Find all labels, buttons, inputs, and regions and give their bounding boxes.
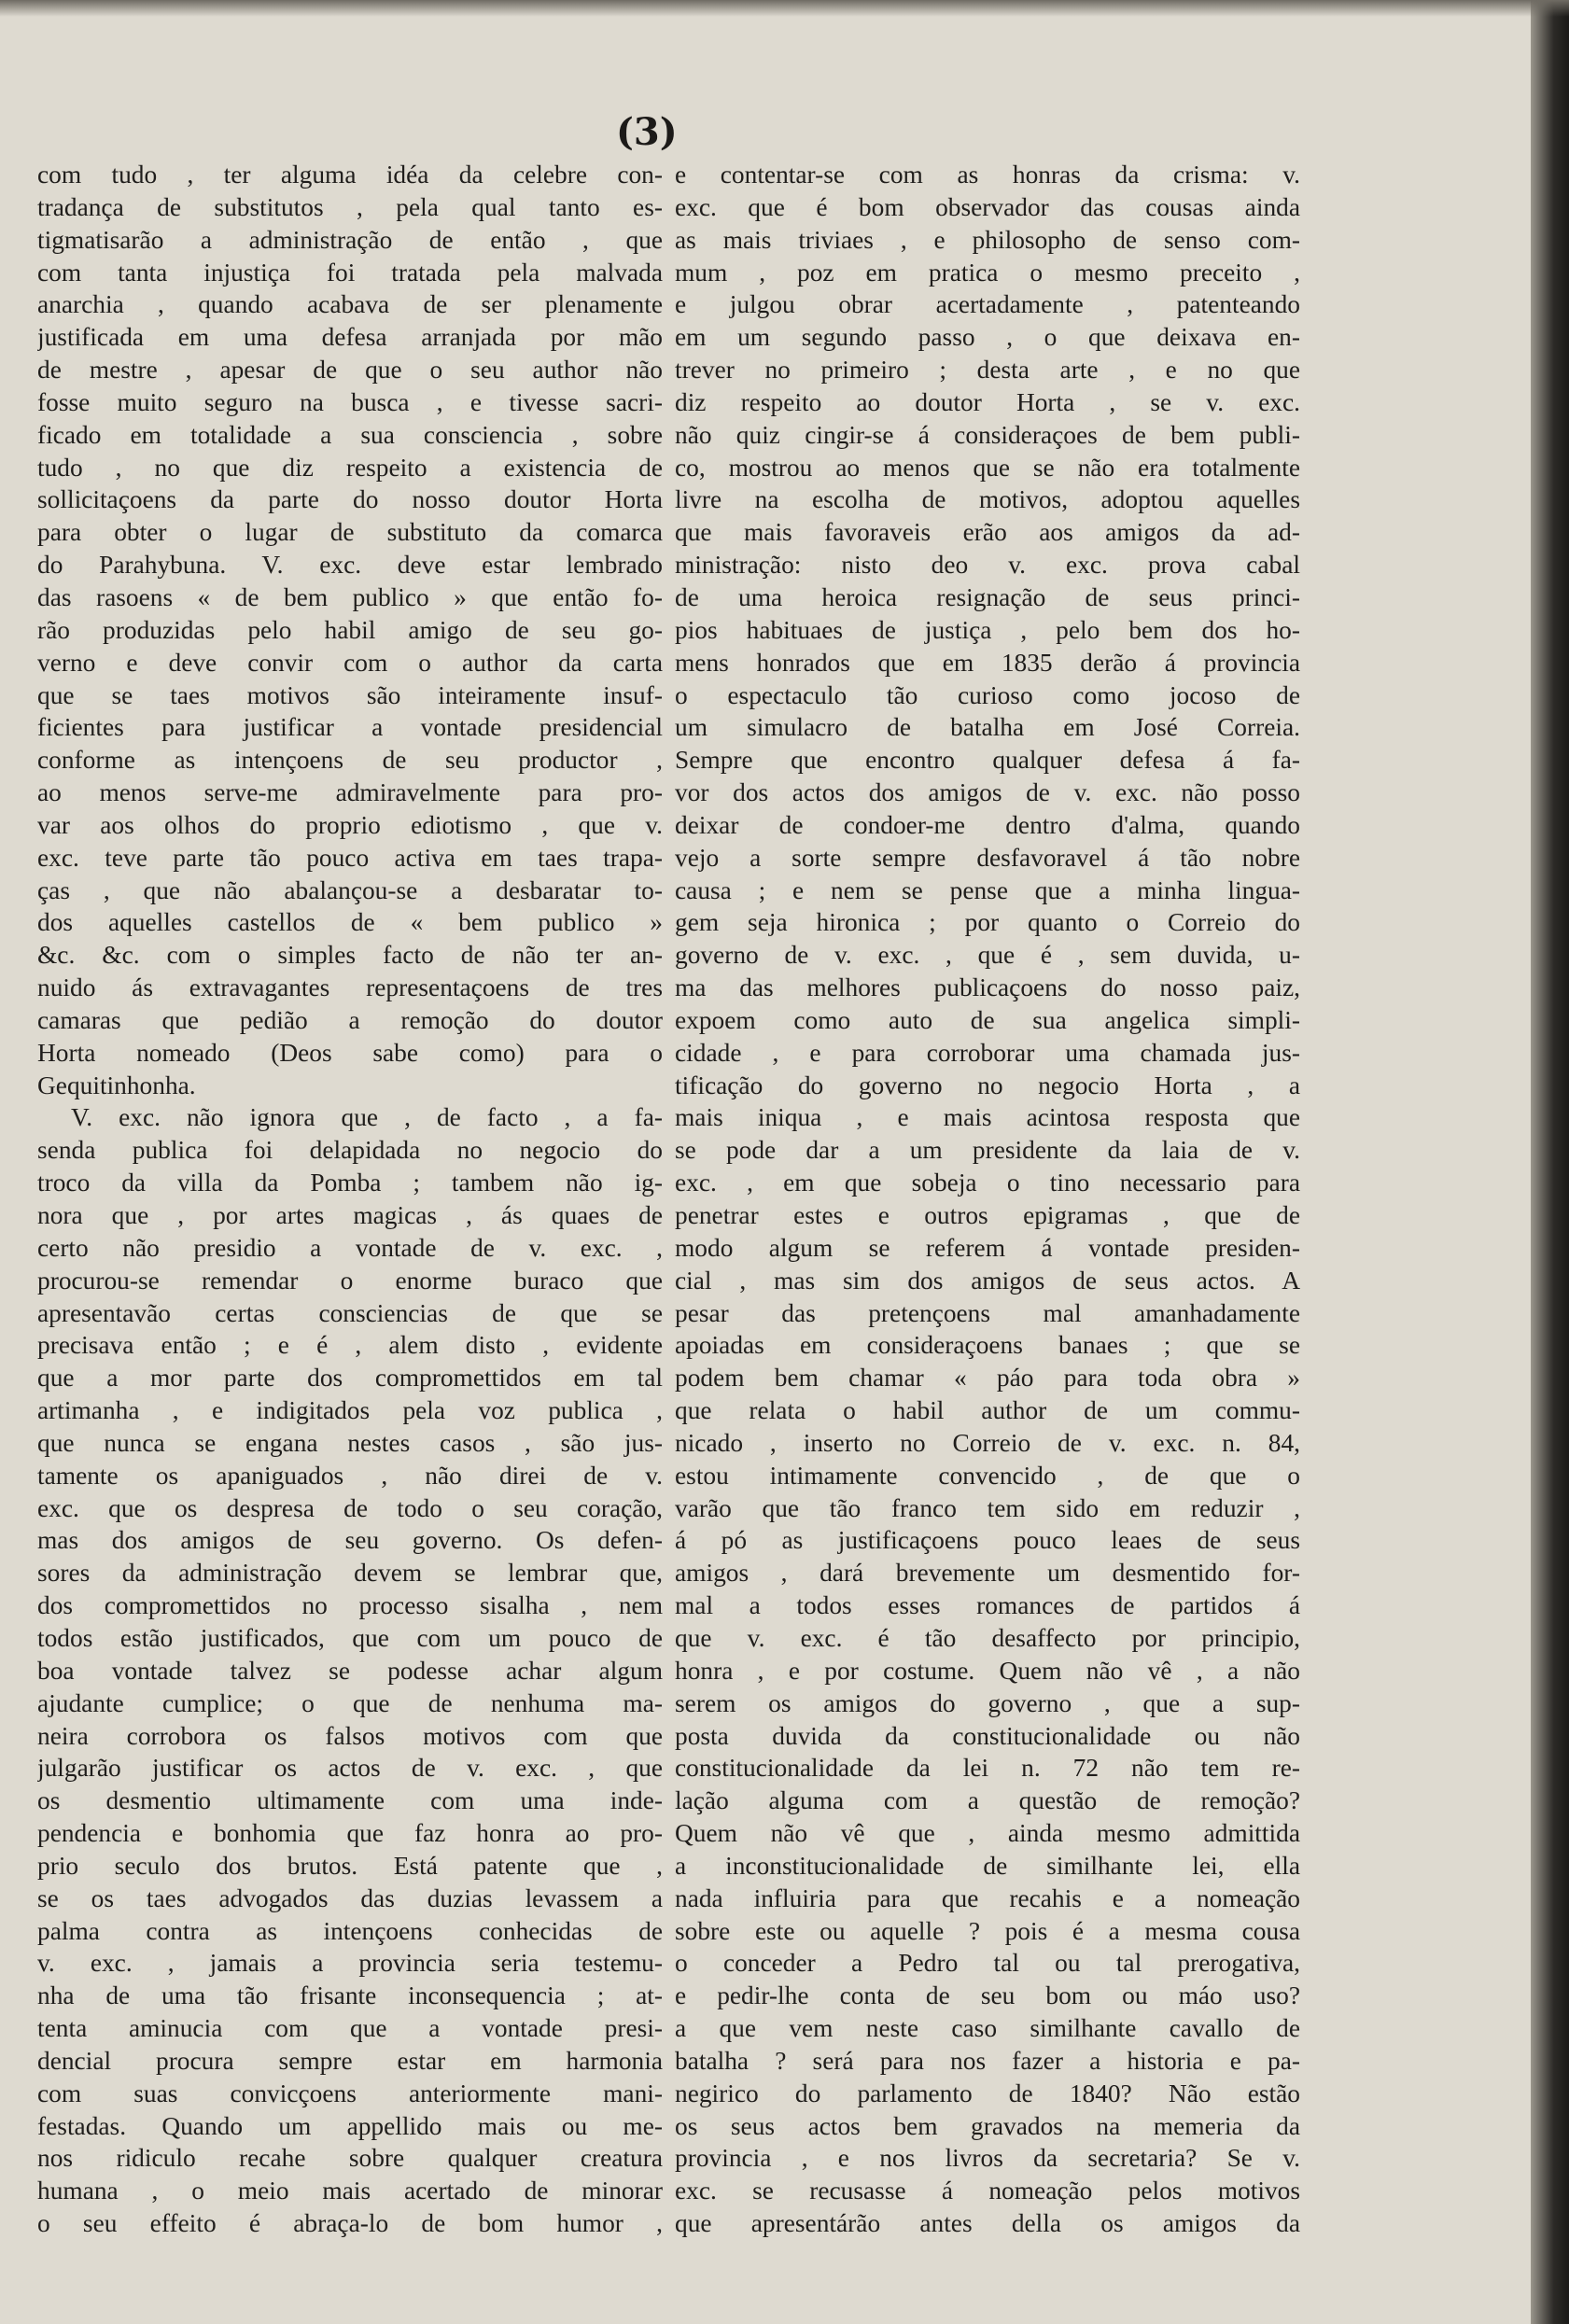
text-line: que mais favoraveis erão aos amigos da ad- [675, 518, 1300, 547]
text-line: modo algum se referem á vontade presiden- [675, 1233, 1300, 1262]
text-line: conforme as intençoens de seu productor , [37, 746, 663, 775]
text-line: prio seculo dos brutos. Está patente que , [37, 1851, 663, 1880]
text-line: tradança de substitutos , pela qual tanto es- [37, 192, 663, 221]
text-line: neira corrobora os falsos motivos com que [37, 1721, 663, 1750]
text-line: palma contra as intençoens conhecidas de [37, 1916, 663, 1945]
text-line: pesar das pretençoens mal amanhadamente [675, 1298, 1300, 1327]
text-line: gem seja hironica ; por quanto o Correio do [675, 908, 1300, 937]
text-line: mens honrados que em 1835 derão á provincia [675, 648, 1300, 677]
text-line: exc. que é bom observador das cousas ainda [675, 192, 1300, 221]
text-line: justificada em uma defesa arranjada por mão [37, 323, 663, 352]
text-line: julgarão justificar os actos de v. exc. , que [37, 1754, 663, 1783]
text-line: nora que , por artes magicas , ás quaes de [37, 1201, 663, 1229]
text-line: certo não presidio a vontade de v. exc. , [37, 1233, 663, 1262]
text-line: do Parahybuna. V. exc. deve estar lembrado [37, 551, 663, 580]
text-line: tenta aminucia com que a vontade presi- [37, 2014, 663, 2043]
text-line: a inconstitucionalidade de similhante lei, ella [675, 1851, 1300, 1880]
text-line: honra , e por costume. Quem não vê , a não [675, 1656, 1300, 1685]
text-line: anarchia , quando acabava de ser plenamente [37, 290, 663, 319]
scan-shadow [0, 0, 1569, 17]
text-line: pios habituaes de justiça , pelo bem dos ho- [675, 615, 1300, 644]
page-edge [1531, 0, 1569, 2324]
text-line: com tudo , ter alguma idéa da celebre con- [37, 161, 663, 189]
text-line: troco da villa da Pomba ; tambem não ig- [37, 1169, 663, 1197]
text-line: que apresentárão antes della os amigos da [675, 2209, 1300, 2238]
text-line: v. exc. , jamais a provincia seria testemu- [37, 1949, 663, 1978]
text-line: tudo , no que diz respeito a existencia de [37, 453, 663, 482]
text-line: tigmatisarão a administração de então , que [37, 225, 663, 254]
text-line: vor dos actos dos amigos de v. exc. não posso [675, 778, 1300, 807]
text-line: e pedir-lhe conta de seu bom ou máo uso? [675, 1981, 1300, 2010]
text-line: nada influiria para que recahis e a nomeação [675, 1883, 1300, 1912]
text-line: var aos olhos do proprio ediotismo , que v. [37, 810, 663, 839]
text-line: sobre este ou aquelle ? pois é a mesma cousa [675, 1916, 1300, 1945]
text-line: e julgou obrar acertadamente , patenteando [675, 290, 1300, 319]
text-line: co, mostrou ao menos que se não era totalmente [675, 453, 1300, 482]
text-line: os desmentio ultimamente com uma inde- [37, 1786, 663, 1815]
text-line: com suas convicçoens anteriormente mani- [37, 2079, 663, 2107]
text-line: e contentar-se com as honras da crisma: v. [675, 161, 1300, 189]
text-line: trever no primeiro ; desta arte , e no que [675, 356, 1300, 385]
text-line: apoiadas em consideraçoens banaes ; que se [675, 1331, 1300, 1360]
text-line: ma das melhores publicaçoens do nosso paiz, [675, 973, 1300, 1002]
text-line: cidade , e para corroborar uma chamada jus- [675, 1038, 1300, 1067]
text-line: apresentavão certas consciencias de que se [37, 1298, 663, 1327]
text-line: Quem não vê que , ainda mesmo admittida [675, 1819, 1300, 1848]
text-line: que v. exc. é tão desaffecto por principio, [675, 1623, 1300, 1652]
text-line: constitucionalidade da lei n. 72 não tem re- [675, 1754, 1300, 1783]
text-line: serem os amigos do governo , que a sup- [675, 1688, 1300, 1717]
text-line: camaras que pedião a remoção do doutor [37, 1005, 663, 1034]
text-line: provincia , e nos livros da secretaria? Se v. [675, 2144, 1300, 2173]
text-line: de uma heroica resignação de seus princi- [675, 582, 1300, 611]
text-line: governo de v. exc. , que é , sem duvida, u- [675, 941, 1300, 970]
text-line: boa vontade talvez se podesse achar algum [37, 1656, 663, 1685]
text-line: a que vem neste caso similhante cavallo de [675, 2014, 1300, 2043]
text-line: mas dos amigos de seu governo. Os defen- [37, 1526, 663, 1555]
text-line: precisava então ; e é , alem disto , evidente [37, 1331, 663, 1360]
text-line: estou intimamente convencido , de que o [675, 1461, 1300, 1490]
text-line: causa ; e nem se pense que a minha lingua- [675, 875, 1300, 904]
text-line: festadas. Quando um appellido mais ou me- [37, 2111, 663, 2140]
text-line: sollicitaçoens da parte do nosso doutor Horta [37, 485, 663, 514]
text-column-left [37, 159, 663, 2240]
text-line: ao menos serve-me admiravelmente para pro- [37, 778, 663, 807]
text-line: que relata o habil author de um commu- [675, 1396, 1300, 1425]
text-line: procurou-se remendar o enorme buraco que [37, 1266, 663, 1295]
text-line: amigos , dará brevemente um desmentido for- [675, 1559, 1300, 1588]
text-line: batalha ? será para nos fazer a historia e pa- [675, 2046, 1300, 2075]
text-line: sores da administração devem se lembrar que, [37, 1559, 663, 1588]
text-line: verno e deve convir com o author da carta [37, 648, 663, 677]
page-number: (3) [616, 110, 678, 154]
text-line: ficado em totalidade a sua consciencia , sobre [37, 420, 663, 449]
text-line: das rasoens « de bem publico » que então fo- [37, 582, 663, 611]
text-line: rão produzidas pelo habil amigo de seu go- [37, 615, 663, 644]
text-line: pendencia e bonhomia que faz honra ao pro- [37, 1819, 663, 1848]
text-line: á pó as justificaçoens pouco leaes de seus [675, 1526, 1300, 1555]
text-line: os seus actos bem gravados na memeria da [675, 2111, 1300, 2140]
text-line: livre na escolha de motivos, adoptou aquelles [675, 485, 1300, 514]
text-line: tificação do governo no negocio Horta , a [675, 1071, 1300, 1099]
text-line: que a mor parte dos compromettidos em tal [37, 1364, 663, 1393]
text-column-right [675, 159, 1300, 2240]
text-line: artimanha , e indigitados pela voz publica , [37, 1396, 663, 1425]
text-line: exc. , em que sobeja o tino necessario para [675, 1169, 1300, 1197]
text-line: mum , poz em pratica o mesmo preceito , [675, 258, 1300, 287]
text-line: que se taes motivos são inteiramente insuf- [37, 680, 663, 709]
text-line: dencial procura sempre estar em harmonia [37, 2046, 663, 2075]
text-line: mal a todos esses romances de partidos á [675, 1591, 1300, 1620]
text-line: ajudante cumplice; o que de nenhuma ma- [37, 1688, 663, 1717]
text-line: nuido ás extravagantes representaçoens de tres [37, 973, 663, 1002]
text-line: o espectaculo tão curioso como jocoso de [675, 680, 1300, 709]
text-line: senda publica foi delapidada no negocio do [37, 1136, 663, 1165]
text-line: &c. &c. com o simples facto de não ter an- [37, 941, 663, 970]
text-line: Sempre que encontro qualquer defesa á fa- [675, 746, 1300, 775]
text-line: o conceder a Pedro tal ou tal prerogativa, [675, 1949, 1300, 1978]
text-line: exc. se recusasse á nomeação pelos motivos [675, 2177, 1300, 2205]
text-line: não quiz cingir-se á consideraçoes de bem publi- [675, 420, 1300, 449]
text-line: exc. que os despresa de todo o seu coração, [37, 1493, 663, 1522]
text-line: expoem como auto de sua angelica simpli- [675, 1005, 1300, 1034]
text-line: de mestre , apesar de que o seu author não [37, 356, 663, 385]
text-line: com tanta injustiça foi tratada pela malvada [37, 258, 663, 287]
text-line: fosse muito seguro na busca , e tivesse sacri- [37, 387, 663, 416]
text-line: negirico do parlamento de 1840? Não estão [675, 2079, 1300, 2107]
text-line: dos aquelles castellos de « bem publico » [37, 908, 663, 937]
text-line: o seu effeito é abraça-lo de bom humor , [37, 2209, 663, 2238]
text-line: ministração: nisto deo v. exc. prova cabal [675, 551, 1300, 580]
text-line: exc. teve parte tão pouco activa em taes trapa- [37, 843, 663, 872]
text-line: deixar de condoer-me dentro d'alma, quando [675, 810, 1300, 839]
text-line: Gequitinhonha. [37, 1071, 196, 1099]
text-line: nha de uma tão frisante inconsequencia ; at- [37, 1981, 663, 2010]
text-line: se pode dar a um presidente da laia de v. [675, 1136, 1300, 1165]
text-line: as mais triviaes , e philosopho de senso com- [675, 225, 1300, 254]
text-line: tamente os apaniguados , não direi de v. [37, 1461, 663, 1490]
text-line: um simulacro de batalha em José Correia. [675, 713, 1300, 742]
text-line: nicado , inserto no Correio de v. exc. n. 84, [675, 1428, 1300, 1457]
text-line: lação alguma com a questão de remoção? [675, 1786, 1300, 1815]
text-line: posta duvida da constitucionalidade ou não [675, 1721, 1300, 1750]
text-line: penetrar estes e outros epigramas , que de [675, 1201, 1300, 1229]
text-line: dos compromettidos no processo sisalha , nem [37, 1591, 663, 1620]
text-line: cial , mas sim dos amigos de seus actos. A [675, 1266, 1300, 1295]
text-line: vejo a sorte sempre desfavoravel á tão nobre [675, 843, 1300, 872]
text-line: nos ridiculo recahe sobre qualquer creatura [37, 2144, 663, 2173]
text-line: podem bem chamar « páo para toda obra » [675, 1364, 1300, 1393]
text-line: diz respeito ao doutor Horta , se v. exc. [675, 387, 1300, 416]
text-line: V. exc. não ignora que , de facto , a fa- [71, 1103, 663, 1132]
text-line: que nunca se engana nestes casos , são jus- [37, 1428, 663, 1457]
text-line: Horta nomeado (Deos sabe como) para o [37, 1038, 663, 1067]
text-line: varão que tão franco tem sido em reduzir , [675, 1493, 1300, 1522]
text-line: todos estão justificados, que com um pouco de [37, 1623, 663, 1652]
text-line: ças , que não abalançou-se a desbaratar to- [37, 875, 663, 904]
text-line: se os taes advogados das duzias levassem a [37, 1883, 663, 1912]
text-line: ficientes para justificar a vontade presidencial [37, 713, 663, 742]
text-line: em um segundo passo , o que deixava en- [675, 323, 1300, 352]
text-line: para obter o lugar de substituto da comarca [37, 518, 663, 547]
text-line: mais iniqua , e mais acintosa resposta que [675, 1103, 1300, 1132]
text-line: humana , o meio mais acertado de minorar [37, 2177, 663, 2205]
